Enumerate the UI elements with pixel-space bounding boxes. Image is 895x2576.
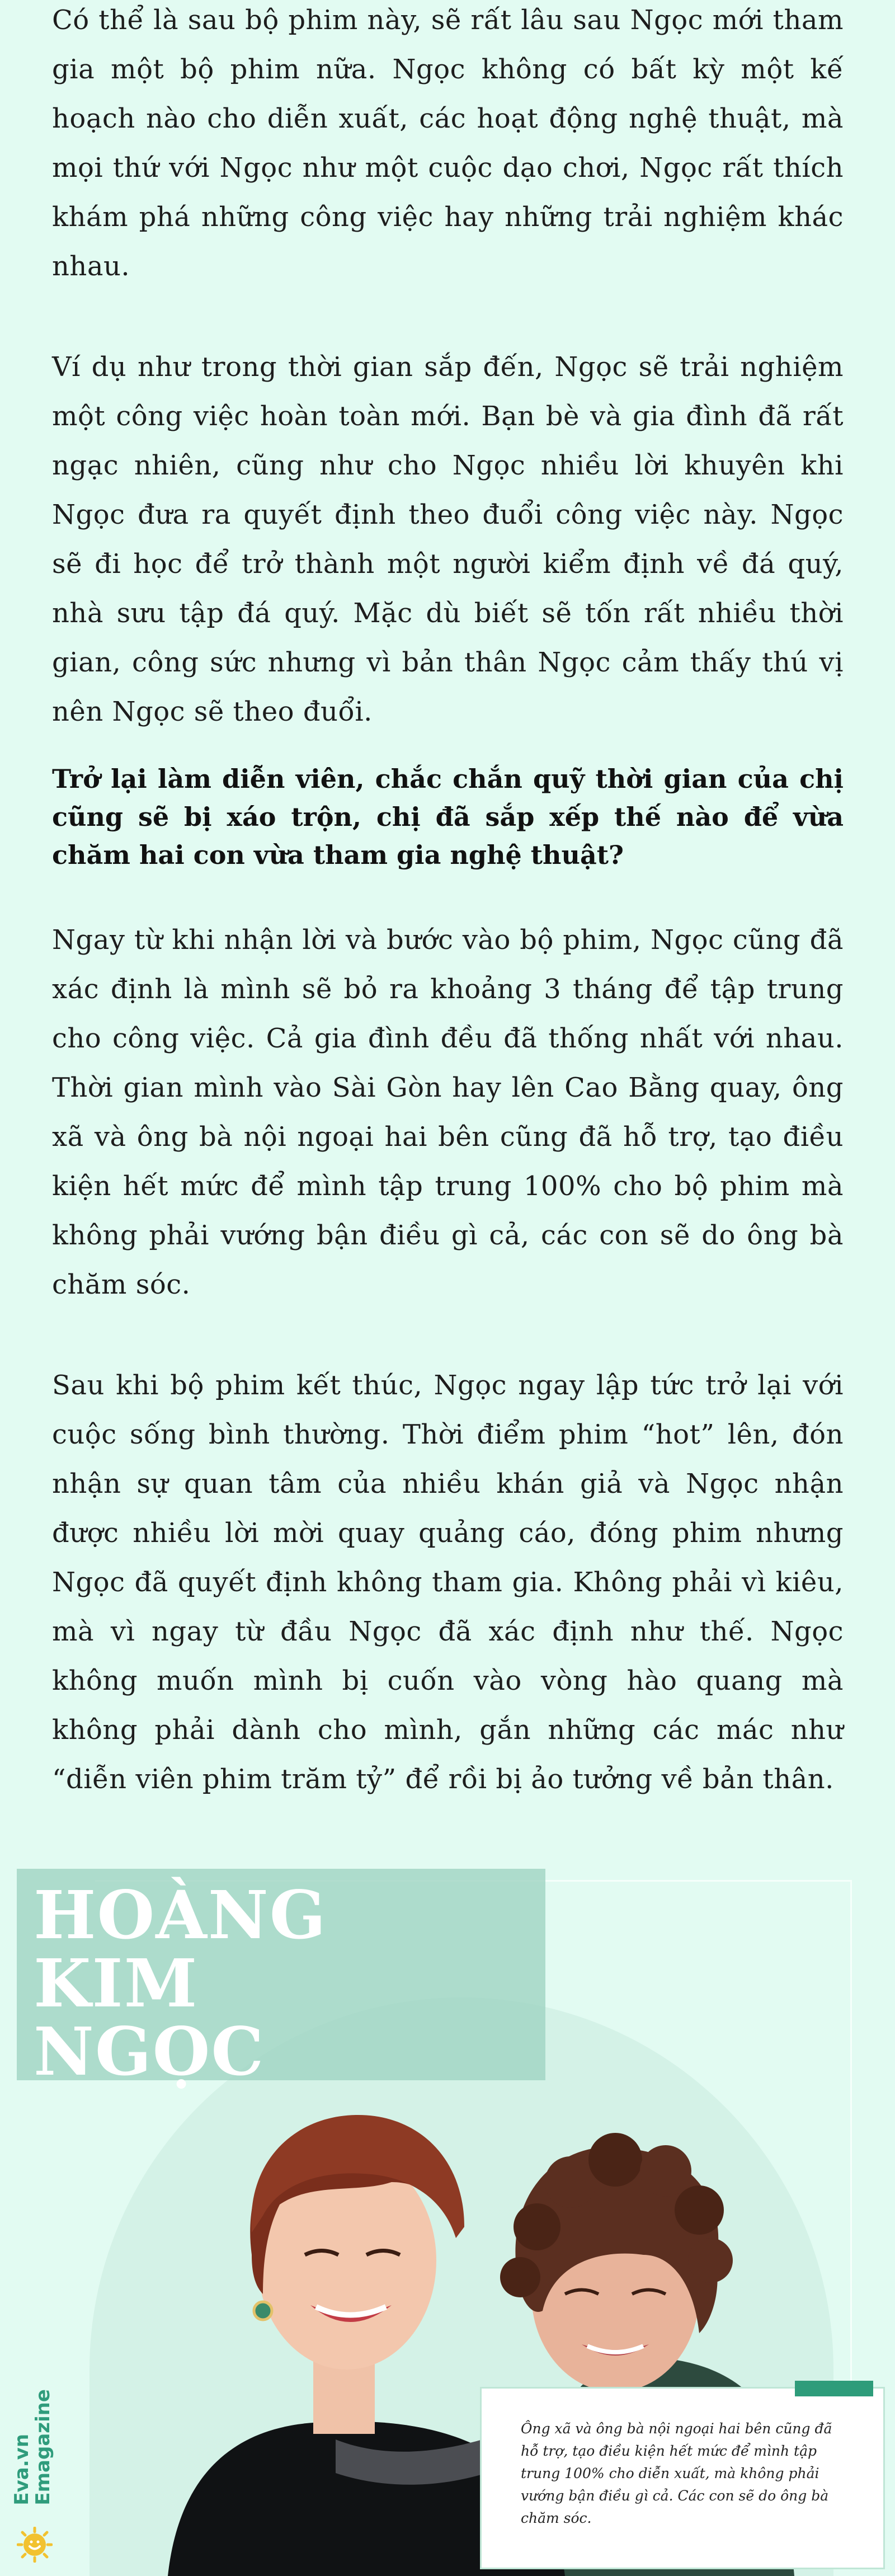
name-line-1: HOÀNG — [34, 1876, 327, 1954]
sun-logo-icon — [17, 2527, 53, 2563]
article-paragraph-3: Ngay từ khi nhận lời và bước vào bộ phim, Ngọc cũng đã xác định là mình sẽ bỏ ra khoảng 3 tháng để tập trung cho công việc. Cả gia đình đều đã thống nhất với nhau. Thời gian mình vào Sài Gòn hay lên Cao Bằng quay, ông xã và ông bà nội ngoại hai bên cũng đã hỗ trợ, tạo điều kiện hết mức để mình tập trung 100% cho bộ phim mà không phải vướng bận điều gì cả, các con sẽ do ông bà chăm sóc. — [52, 924, 844, 1300]
article-paragraph-1: Có thể là sau bộ phim này, sẽ rất lâu sau Ngọc mới tham gia một bộ phim nữa. Ngọc không có bất kỳ một kế hoạch nào cho diễn xuất, các hoạt động nghệ thuật, mà mọi thứ với Ngọc như một cuộc dạo chơi, Ngọc rất thích khám phá những công việc hay những trải nghiệm khác nhau. — [52, 4, 844, 282]
name-line-3: NGỌC — [34, 2013, 265, 2090]
article-paragraph-2: Ví dụ như trong thời gian sắp đến, Ngọc sẽ trải nghiệm một công việc hoàn toàn mới. Bạn bè và gia đình đã rất ngạc nhiên, cũng như cho Ngọc nhiều lời khuyên khi Ngọc đưa ra quyết định theo đuổi công việc này. Ngọc sẽ đi học để trở thành một người kiểm định về đá quý, nhà sưu tập đá quý. Mặc dù biết sẽ tốn rất nhiều thời gian, công sức nhưng vì bản thân Ngọc cảm thấy thú vị nên Ngọc sẽ theo đuổi. — [52, 351, 844, 727]
feature-photo-section — [0, 1869, 895, 2576]
article-paragraph-4: Sau khi bộ phim kết thúc, Ngọc ngay lập tức trở lại với cuộc sống bình thường. Thời điểm phim “hot” lên, đón nhận sự quan tâm của nhiều khán giả và Ngọc nhận được nhiều lời mời quay quảng cáo, đóng phim nhưng Ngọc đã quyết định không tham gia. Không phải vì kiêu, mà vì ngay từ đầu Ngọc đã xác định như thế. Ngọc không muốn mình bị cuốn vào vòng hào quang mà không phải dành cho mình, gắn những các mác như “diễn viên phim trăm tỷ” để rồi bị ảo tưởng về bản thân. — [52, 1370, 844, 1795]
brand-line-1: Eva.vn — [11, 2433, 33, 2506]
interview-question: Trở lại làm diễn viên, chắc chắn quỹ thời gian của chị cũng sẽ bị xáo trộn, chị đã sắp xếp thế nào để vừa chăm hai con vừa tham gia nghệ thuật? — [52, 764, 844, 870]
pull-quote: Ông xã và ông bà nội ngoại hai bên cũng đã hỗ trợ, tạo điều kiện hết mức để mình tập trung 100% cho diễn xuất, mà không phải vướng bận điều gì cả. Các con sẽ do ông bà chăm sóc. — [521, 2420, 832, 2526]
quote-box — [480, 2387, 885, 2569]
name-title-block — [17, 1869, 545, 2090]
feature-name-title — [34, 1876, 327, 2090]
brand-line-2: Emagazine — [32, 2389, 54, 2506]
quote-accent-bar — [795, 2381, 873, 2396]
name-line-2: KIM — [34, 1944, 199, 2022]
brand-vertical-mark — [11, 2389, 62, 2568]
brand-text — [11, 2389, 54, 2506]
